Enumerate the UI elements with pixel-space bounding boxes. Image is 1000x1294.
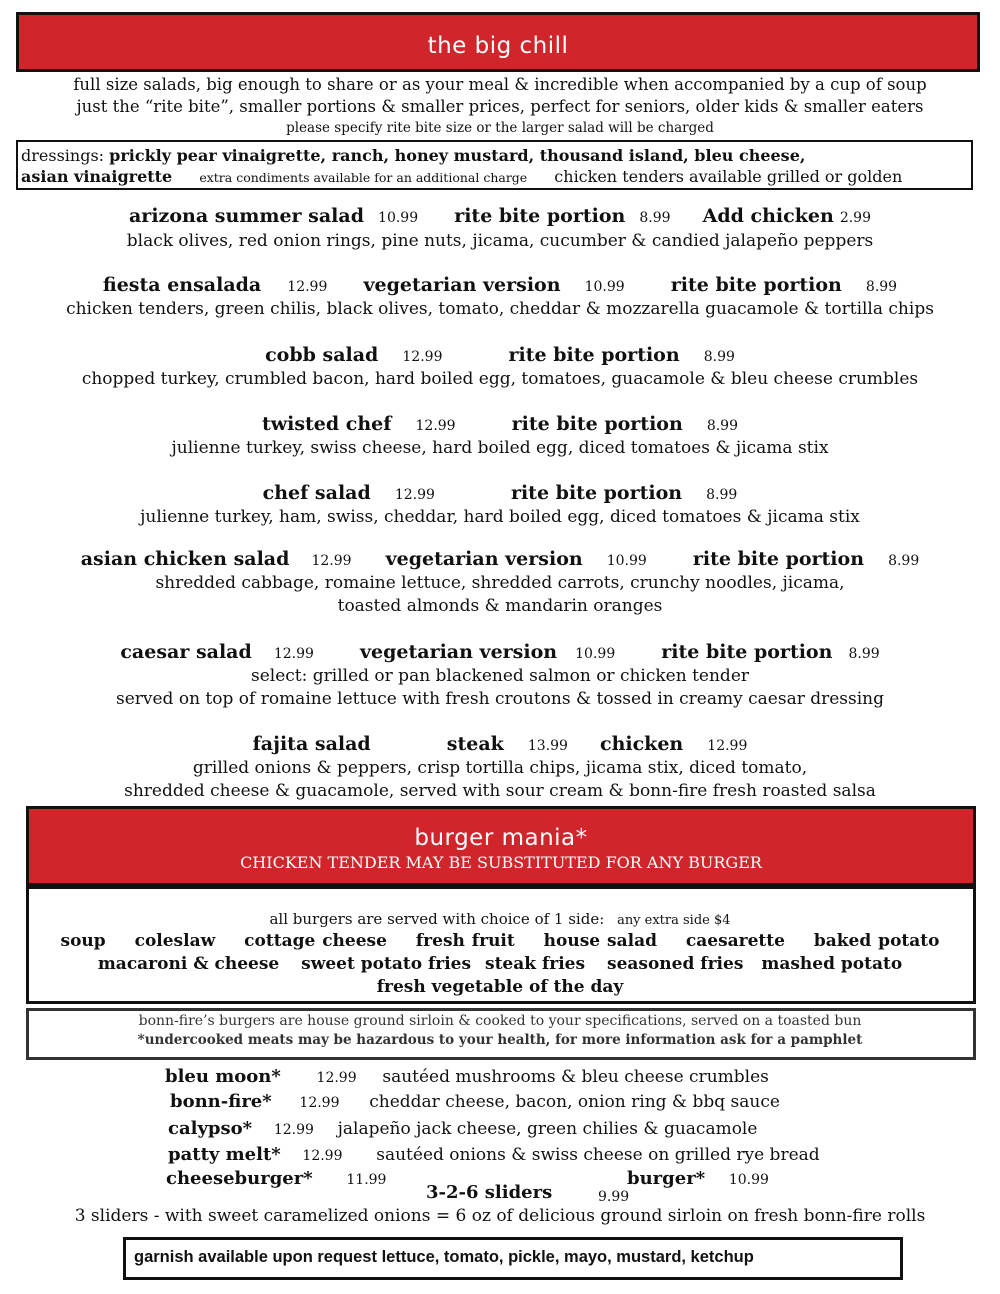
burger-item-sliders	[426, 1182, 629, 1203]
burger-price: 12.99	[316, 1070, 357, 1086]
item-description-2: toasted almonds & mandarin oranges	[337, 596, 663, 616]
dressings-box	[16, 140, 973, 190]
side-item: house salad	[543, 931, 657, 951]
burger-item-bleu-moon	[165, 1066, 769, 1087]
item-option-price: 8.99	[703, 349, 735, 365]
intro-line-1: full size salads, big enough to share or as your meal & incredible when accompanied by a cup of soup	[73, 75, 927, 94]
side-item: seasoned fries	[607, 954, 744, 974]
item-description: black olives, red onion rings, pine nuts, jicama, cucumber & candied jalapeño peppers	[126, 231, 874, 251]
item-description: julienne turkey, ham, swiss, cheddar, hard boiled egg, diced tomatoes & jicama stix	[140, 507, 860, 527]
extra-side-note: any extra side $4	[617, 913, 731, 928]
item-description: select: grilled or pan blackened salmon or chicken tender	[250, 666, 750, 686]
item-name: cobb salad	[265, 344, 379, 366]
item-option-price: 12.99	[707, 738, 748, 754]
menu-item-cobb	[0, 344, 1000, 366]
dressings-list-2: asian vinaigrette	[21, 167, 173, 186]
burger-name: bonn-fire	[170, 1091, 263, 1112]
garnish-note: garnish available upon request lettuce, tomato, pickle, mayo, mustard, ketchup	[134, 1248, 754, 1266]
burger-name: burger	[627, 1168, 696, 1189]
item-name: arizona summer salad	[129, 205, 364, 227]
burger-name: patty melt	[168, 1144, 272, 1165]
burger-mania-title: burger mania*	[414, 825, 588, 851]
item-price: 12.99	[311, 553, 352, 569]
side-item: macaroni & cheese	[97, 954, 280, 974]
sides-row-3: fresh vegetable of the day	[376, 977, 624, 997]
menu-item-twisted-chef	[0, 413, 1000, 435]
burger-description: sautéed onions & swiss cheese on grilled rye bread	[376, 1145, 820, 1165]
item-price: 12.99	[415, 418, 456, 434]
dressings-list: prickly pear vinaigrette, ranch, honey mustard, thousand island, bleu cheese,	[109, 146, 806, 165]
item-option-price: 2.99	[839, 210, 871, 226]
item-price: 12.99	[273, 646, 314, 662]
sides-row-2	[0, 954, 1000, 974]
item-description-2: shredded cheese & guacamole, served with sour cream & bonn-fire fresh roasted salsa	[124, 781, 876, 801]
burger-name: cheeseburger	[166, 1168, 304, 1189]
dressings-label: dressings:	[21, 146, 110, 165]
menu-item-caesar	[0, 641, 1000, 663]
extra-condiments-note: extra condiments available for an additional charge	[199, 170, 528, 185]
burger-star: *	[262, 1091, 272, 1112]
burger-item-cheeseburger	[166, 1168, 386, 1189]
item-description: shredded cabbage, romaine lettuce, shredded carrots, crunchy noodles, jicama,	[155, 573, 845, 593]
item-option: rite bite portion	[511, 413, 683, 435]
item-price: 10.99	[378, 210, 419, 226]
sides-intro-line	[0, 910, 1000, 928]
burger-mania-banner	[26, 806, 976, 886]
side-item: steak fries	[485, 954, 586, 974]
item-price: 12.99	[394, 487, 435, 503]
burger-name: 3-2-6 sliders	[426, 1182, 553, 1203]
item-name: twisted chef	[261, 413, 392, 435]
side-item: mashed potato	[761, 954, 903, 974]
item-option-price: 10.99	[606, 553, 647, 569]
item-option-price: 8.99	[865, 279, 898, 295]
side-item: coleslaw	[134, 931, 216, 951]
sliders-description: 3 sliders - with sweet caramelized onions = 6 oz of delicious ground sirloin on fresh bonn-fire rolls	[74, 1206, 926, 1226]
menu-item-fiesta	[0, 274, 1000, 296]
health-warning: *undercooked meats may be hazardous to your health, for more information ask for a pamphlet	[137, 1032, 863, 1048]
item-option-price: 8.99	[888, 553, 920, 569]
item-option: vegetarian version	[359, 641, 558, 663]
sirloin-note: bonn-fire’s burgers are house ground sirloin & cooked to your specifications, served on a toasted bun	[138, 1013, 862, 1029]
sides-intro: all burgers are served with choice of 1 side:	[269, 910, 605, 928]
side-item: fresh fruit	[415, 931, 515, 951]
item-name: fajita salad	[252, 733, 371, 755]
menu-item-chef-salad	[0, 482, 1000, 504]
item-option-price: 13.99	[527, 738, 568, 754]
side-item: baked potato	[813, 931, 940, 951]
side-item: sweet potato fries	[301, 954, 472, 974]
item-option: vegetarian version	[385, 548, 583, 570]
item-description: chicken tenders, green chilis, black olives, tomato, cheddar & mozzarella guacamole & tortilla chips	[66, 299, 934, 319]
side-item: soup	[60, 931, 106, 951]
item-name: chef salad	[262, 482, 371, 504]
burger-price: 11.99	[346, 1172, 387, 1188]
item-option: Add chicken	[702, 205, 834, 227]
item-description: grilled onions & peppers, crisp tortilla chips, jicama stix, diced tomato,	[192, 758, 808, 778]
burger-description: jalapeño jack cheese, green chilies & guacamole	[337, 1119, 758, 1139]
sides-row-1	[0, 931, 1000, 951]
burger-price: 12.99	[299, 1095, 340, 1111]
burger-item-calypso	[168, 1118, 757, 1139]
item-option-price: 10.99	[575, 646, 616, 662]
burger-name: bleu moon	[165, 1066, 272, 1087]
burger-item-burger	[627, 1168, 769, 1189]
item-description: chopped turkey, crumbled bacon, hard boiled egg, tomatoes, guacamole & bleu cheese crumbles	[81, 369, 919, 389]
burger-name: calypso	[168, 1118, 243, 1139]
menu-item-arizona	[0, 205, 1000, 227]
item-option: chicken	[600, 733, 684, 755]
item-option-price: 8.99	[848, 646, 880, 662]
item-option: rite bite portion	[670, 274, 842, 296]
burger-mania-subtitle: CHICKEN TENDER MAY BE SUBSTITUTED FOR ANY BURGER	[240, 853, 762, 872]
side-item: cottage cheese	[244, 931, 387, 951]
item-price: 12.99	[287, 279, 328, 295]
burger-description: cheddar cheese, bacon, onion ring & bbq sauce	[369, 1092, 780, 1112]
burger-star: *	[695, 1168, 706, 1189]
item-option-price: 8.99	[706, 487, 738, 503]
item-name: fiesta ensalada	[102, 274, 262, 296]
item-name: caesar salad	[120, 641, 252, 663]
menu-item-fajita	[0, 733, 1000, 755]
side-item: caesarette	[685, 931, 785, 951]
item-option: vegetarian version	[363, 274, 561, 296]
burger-item-bonn-fire	[170, 1091, 780, 1112]
burger-description: sautéed mushrooms & bleu cheese crumbles	[382, 1067, 769, 1087]
burger-star: *	[271, 1066, 281, 1087]
item-option-price: 8.99	[639, 210, 671, 226]
big-chill-title: the big chill	[427, 33, 569, 59]
burger-star: *	[242, 1118, 253, 1139]
item-option: rite bite portion	[510, 482, 683, 504]
burger-item-patty-melt	[168, 1144, 820, 1165]
burger-price: 10.99	[728, 1172, 769, 1188]
menu-item-asian-chicken	[0, 548, 1000, 570]
burger-star: *	[271, 1144, 281, 1165]
tenders-note: chicken tenders available grilled or golden	[554, 167, 903, 186]
item-option-price: 10.99	[584, 279, 625, 295]
burger-price: 12.99	[302, 1148, 343, 1164]
burger-price: 12.99	[273, 1122, 314, 1138]
item-description: julienne turkey, swiss cheese, hard boiled egg, diced tomatoes & jicama stix	[171, 438, 829, 458]
item-name: asian chicken salad	[80, 548, 290, 570]
item-option: steak	[446, 733, 504, 755]
big-chill-banner	[16, 12, 980, 72]
item-description-2: served on top of romaine lettuce with fresh croutons & tossed in creamy caesar dressing	[115, 689, 885, 709]
item-price: 12.99	[402, 349, 443, 365]
item-option: rite bite portion	[692, 548, 865, 570]
item-option: rite bite portion	[661, 641, 833, 663]
item-option: rite bite portion	[508, 344, 680, 366]
item-option-price: 8.99	[706, 418, 738, 434]
intro-line-2: just the “rite bite”, smaller portions & smaller prices, perfect for seniors, older kids & smaller eaters	[76, 97, 924, 116]
item-option: rite bite portion	[454, 205, 626, 227]
intro-line-3: please specify rite bite size or the larger salad will be charged	[286, 120, 714, 136]
burger-star: *	[303, 1168, 313, 1189]
burger-price: 9.99	[597, 1189, 630, 1205]
